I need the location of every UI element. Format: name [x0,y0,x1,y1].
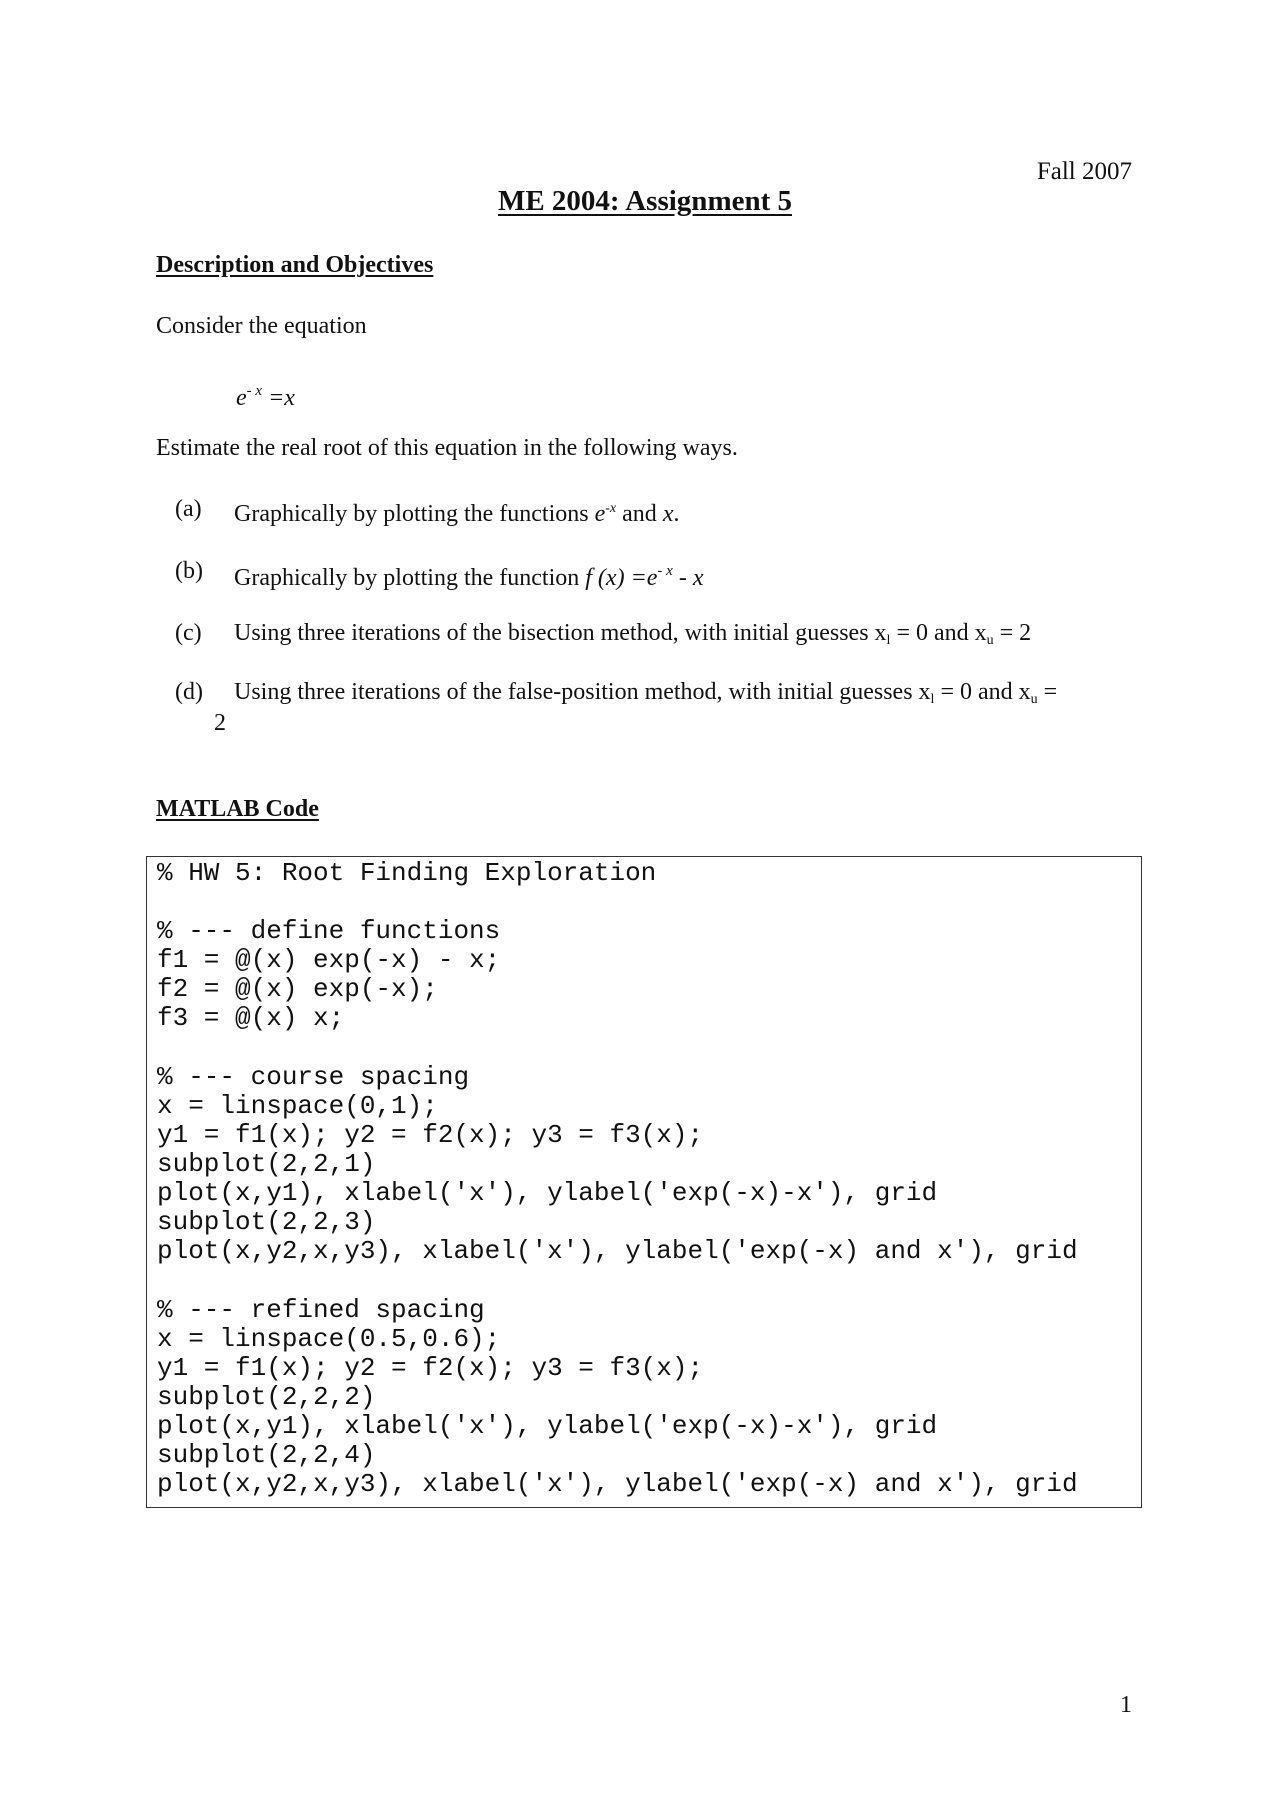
equation-rhs: =x [268,385,295,411]
code-line: y1 = f1(x); y2 = f2(x); y3 = f3(x); [157,1353,704,1383]
equation-exponent: - x [246,383,263,399]
list-item-b [0,556,1280,591]
code-line: y1 = f1(x); y2 = f2(x); y3 = f3(x); [157,1120,704,1150]
code-line: f1 = @(x) exp(-x) - x; [157,945,501,975]
item-a-text-end: . [673,501,680,527]
intro-text: Consider the equation [156,313,367,339]
item-d-sub-u: u [1030,692,1038,707]
item-b-math-tail: - x [672,565,704,591]
item-c-text-end: = 2 [993,620,1032,646]
item-d-wrap: 2 [214,710,226,736]
item-b-math-fn: f (x) =e [585,565,658,591]
code-line: f2 = @(x) exp(-x); [157,974,438,1004]
list-item-text [234,556,703,593]
list-item-d [0,677,1280,709]
code-line: x = linspace(0.5,0.6); [157,1324,501,1354]
item-a-text: Graphically by plotting the functions [234,501,595,527]
item-c-text: Using three iterations of the bisection method, with initial guesses x [234,620,887,646]
list-item-a [0,494,1280,526]
item-b-math [585,565,703,591]
item-c-text-mid: = 0 and x [890,620,987,646]
item-d-sub-l: l [930,692,935,707]
list-item-label: (a) [175,496,202,522]
equation-base: e [236,385,247,411]
code-line: plot(x,y2,x,y3), xlabel('x'), ylabel('exp(-x) and x'), grid [157,1236,1078,1266]
page-title: ME 2004: Assignment 5 [497,185,793,217]
item-b-text: Graphically by plotting the function [234,565,586,591]
item-a-math-base: e [594,501,606,527]
code-line: subplot(2,2,3) [157,1207,376,1237]
list-item-label: (b) [175,558,203,584]
code-line: x = linspace(0,1); [157,1091,438,1121]
code-line: subplot(2,2,2) [157,1382,376,1412]
section-heading-matlab: MATLAB Code [156,796,319,822]
item-a-text-mid: and [616,501,663,527]
list-item-text [234,494,679,529]
term-label: Fall 2007 [1036,158,1132,185]
code-line: % HW 5: Root Finding Exploration [157,858,657,888]
list-item-text [234,618,1031,656]
code-line: subplot(2,2,4) [157,1440,376,1470]
list-item-label: (c) [175,620,202,646]
item-d-text: Using three iterations of the false-position method, with initial guesses x [234,679,931,705]
code-line: plot(x,y1), xlabel('x'), ylabel('exp(-x)-x'), grid [157,1411,938,1441]
code-line: subplot(2,2,1) [157,1149,376,1179]
instruction-text: Estimate the real root of this equation in the following ways. [156,435,738,461]
list-item-label: (d) [175,679,203,705]
item-d-text-mid: = 0 and x [934,679,1031,705]
item-c-sub-u: u [986,633,994,648]
page-number: 1 [1120,1692,1132,1718]
section-heading-description: Description and Objectives [156,252,434,278]
code-block [146,856,1142,1508]
item-c-sub-l: l [886,633,891,648]
code-line: f3 = @(x) x; [157,1003,345,1033]
code-line: % --- define functions [157,916,501,946]
code-line: % --- course spacing [157,1062,470,1092]
item-b-math-exp: - x [657,563,673,579]
item-a-math-var: x [662,501,674,527]
list-item-c [0,618,1280,650]
equation [236,376,295,413]
code-line: plot(x,y2,x,y3), xlabel('x'), ylabel('exp(-x) and x'), grid [157,1469,1078,1499]
code-line: plot(x,y1), xlabel('x'), ylabel('exp(-x)-x'), grid [157,1178,938,1208]
item-d-text-end: = [1037,679,1058,705]
list-item-text [234,677,1057,715]
code-line: % --- refined spacing [157,1295,485,1325]
item-a-math-exp: -x [605,501,617,516]
